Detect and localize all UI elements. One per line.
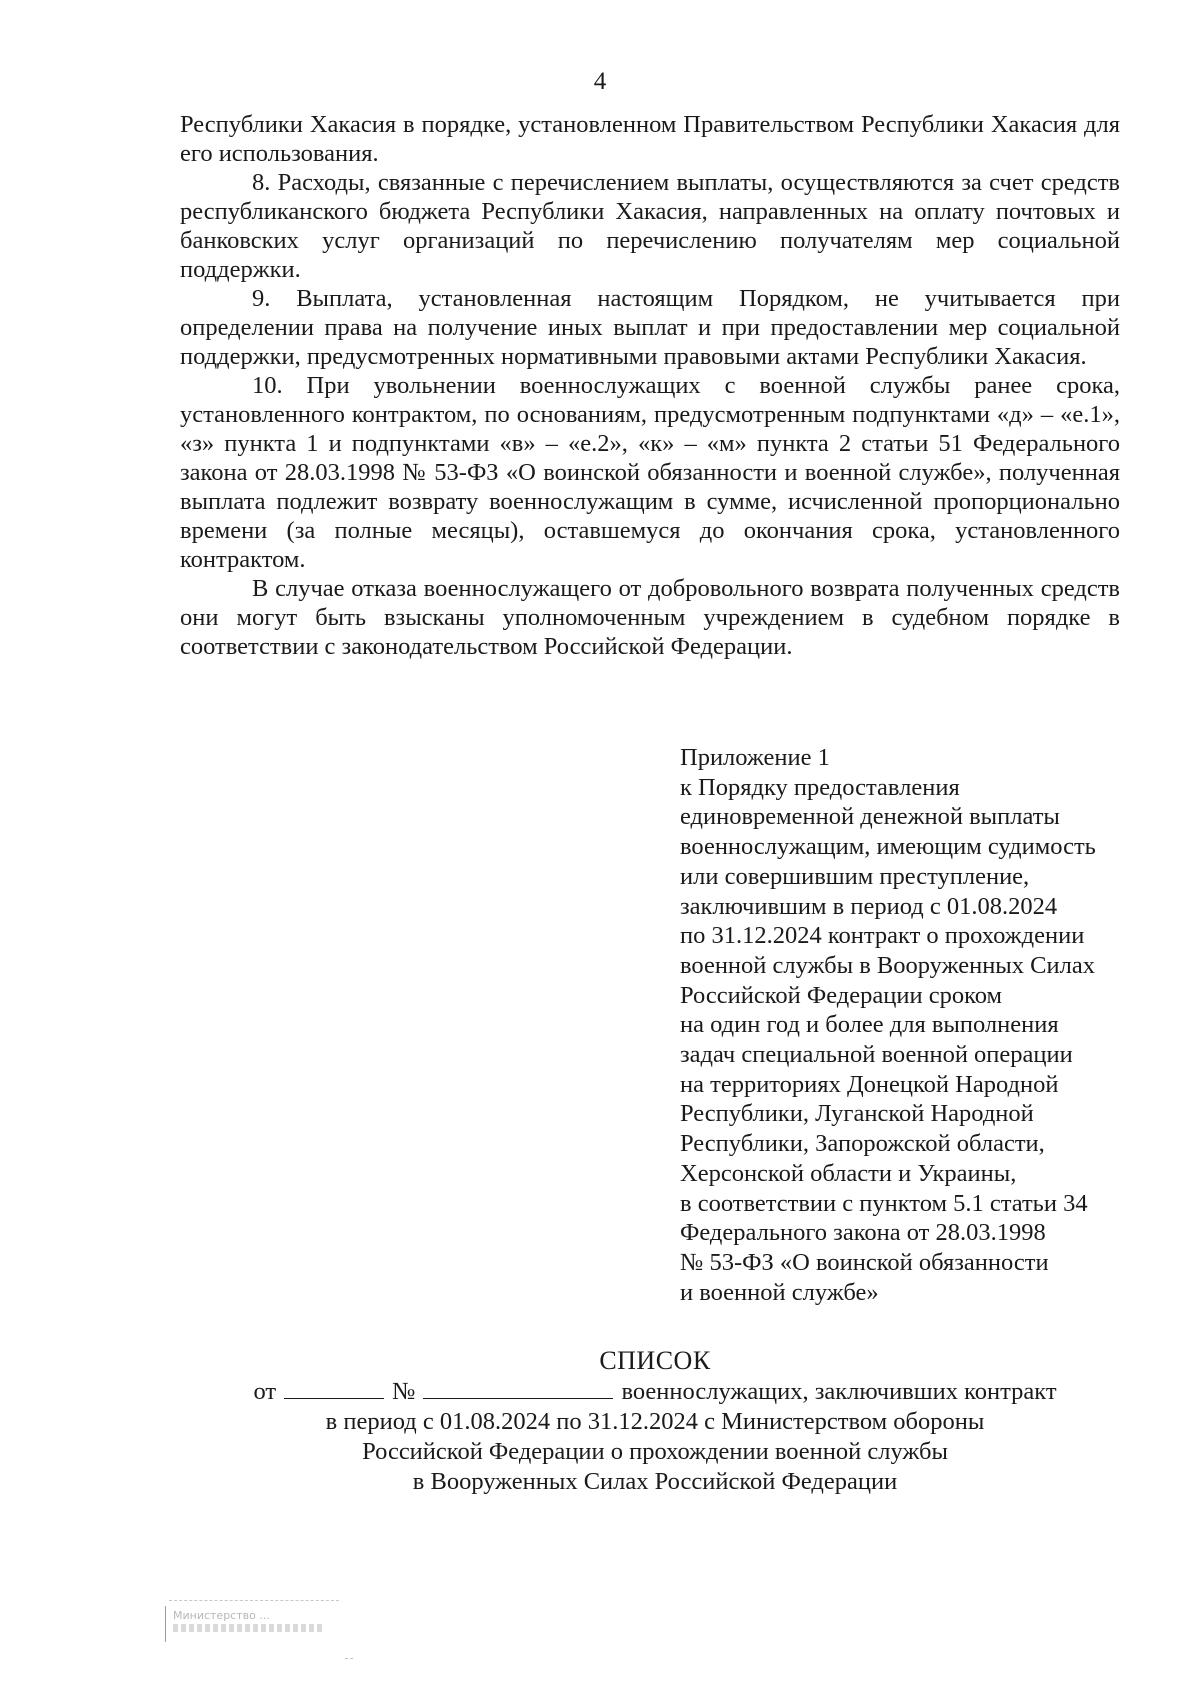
appendix-line: № 53-ФЗ «О воинской обязанности bbox=[680, 1248, 1049, 1276]
appendix-line: Республики, Запорожской области, bbox=[680, 1130, 1045, 1158]
list-subtitle-rest: военнослужащих, заключивших контракт bbox=[621, 1378, 1057, 1405]
page-number: 4 bbox=[593, 68, 607, 95]
appendix-line: и военной службе» bbox=[680, 1278, 879, 1306]
list-subtitle bbox=[0, 1376, 1200, 1497]
number-label: № bbox=[392, 1378, 416, 1405]
list-subtitle-line-4: в Вооруженных Силах Российской Федерации bbox=[412, 1468, 898, 1495]
list-subtitle-line-3: Российской Федерации о прохождении военной службы bbox=[362, 1438, 948, 1465]
paragraph-item-9: 9. Выплата, установленная настоящим Порядком, не учитывается при определении права на получение иных выплат и при предоставлении мер социальной поддержки, предусмотренных нормативными правовыми актами Республики Хакасия. bbox=[180, 285, 1120, 370]
appendix-line: по 31.12.2024 контракт о прохождении bbox=[680, 922, 1085, 950]
from-label: от bbox=[253, 1378, 277, 1405]
paragraph-continuation: Республики Хакасия в порядке, установленном Правительством Республики Хакасия для его использования. bbox=[180, 111, 1120, 167]
appendix-line: Федерального закона от 28.03.1998 bbox=[680, 1219, 1046, 1247]
appendix-header bbox=[680, 743, 1130, 1307]
stamp-mark bbox=[345, 1658, 353, 1659]
appendix-line: на один год и более для выполнения bbox=[680, 1011, 1059, 1039]
appendix-line: военной службы в Вооруженных Силах bbox=[680, 951, 1095, 979]
appendix-line: Российской Федерации сроком bbox=[680, 981, 1003, 1009]
list-subtitle-line-2: в период с 01.08.2024 по 31.12.2024 с Министерством обороны bbox=[325, 1408, 985, 1435]
appendix-line: заключившим в период с 01.08.2024 bbox=[680, 892, 1058, 920]
number-blank-field[interactable] bbox=[423, 1376, 613, 1399]
date-blank-field[interactable] bbox=[284, 1376, 384, 1399]
appendix-line: на территориях Донецкой Народной bbox=[680, 1070, 1059, 1098]
paragraph-refusal: В случае отказа военнослужащего от добровольного возврата полученных средств они могут быть взысканы уполномоченным учреждением в судебном порядке в соответствии с законодательством Российской Федерации. bbox=[180, 575, 1120, 660]
faint-stamp bbox=[165, 1600, 355, 1660]
appendix-line: Приложение 1 bbox=[680, 744, 830, 771]
appendix-line: задач специальной военной операции bbox=[680, 1041, 1073, 1069]
appendix-line: к Порядку предоставления bbox=[680, 773, 960, 801]
paragraph-item-10: 10. При увольнении военнослужащих с военной службы ранее срока, установленного контрактом, по основаниям, предусмотренным подпунктами «д» – «е.1», «з» пункта 1 и подпунктами «в» – «е.2», «к» – «м» пункта 2 статьи 51 Федерального закона от 28.03.1998 № 53-ФЗ «О воинской обязанности и военной службе», полученная выплата подлежит возврату военнослужащим в сумме, исчисленной пропорционально времени (за полные месяцы), оставшемуся до окончания срока, установленного контрактом. bbox=[180, 372, 1120, 573]
body-text bbox=[180, 110, 1120, 661]
stamp-illegible-text bbox=[173, 1624, 323, 1632]
stamp-text: Министерство ... bbox=[173, 1609, 270, 1622]
paragraph-item-8: 8. Расходы, связанные с перечислением выплаты, осуществляются за счет средств республиканского бюджета Республики Хакасия, направленных на оплату почтовых и банковских услуг организаций по перечислению получателям мер социальной поддержки. bbox=[180, 169, 1120, 283]
stamp-rule bbox=[165, 1606, 166, 1642]
appendix-line: единовременной денежной выплаты bbox=[680, 803, 1060, 831]
appendix-line: Республики, Луганской Народной bbox=[680, 1100, 1034, 1128]
appendix-line: военнослужащим, имеющим судимость bbox=[680, 833, 1096, 861]
stamp-rule bbox=[169, 1600, 339, 1601]
appendix-line: Херсонской области и Украины, bbox=[680, 1159, 1017, 1187]
appendix-line: или совершившим преступление, bbox=[680, 862, 1030, 890]
list-title: СПИСОК bbox=[599, 1346, 711, 1375]
list-subtitle-line-1 bbox=[0, 1376, 1200, 1407]
appendix-line: в соответствии с пунктом 5.1 статьи 34 bbox=[680, 1189, 1088, 1217]
